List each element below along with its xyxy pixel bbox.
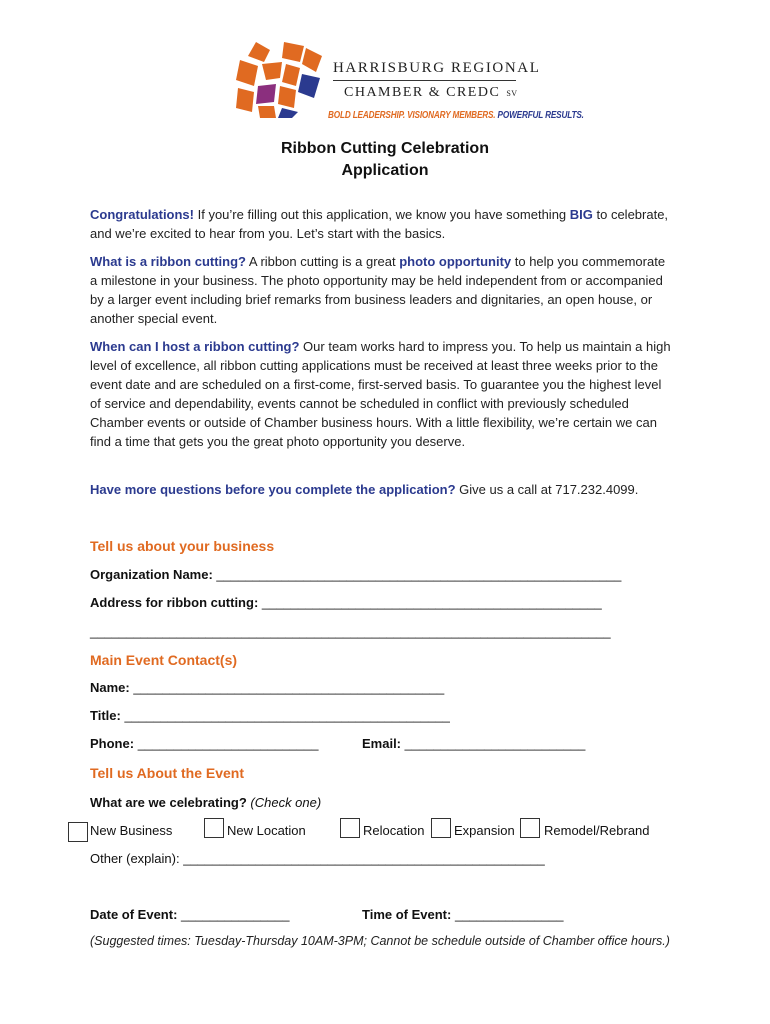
section-heading-business: Tell us about your business — [90, 538, 275, 554]
org-name-line1: HARRISBURG REGIONAL — [333, 60, 541, 76]
intro-text: to celebrate, and we’re excited to hear from you. Let’s start with the basics. — [90, 207, 669, 241]
contact-title-field[interactable]: _____________________________________________ — [124, 708, 450, 723]
celebrating-hint: (Check one) — [250, 795, 322, 810]
event-time-label: Time of Event: — [362, 907, 452, 922]
checkbox-remodel-rebrand[interactable] — [520, 818, 540, 838]
other-field[interactable]: __________________________________________________ — [183, 851, 545, 866]
tagline-part1: BOLD LEADERSHIP. — [328, 110, 405, 121]
intro-paragraph-questions — [90, 480, 675, 499]
section-heading-contact: Main Event Contact(s) — [90, 652, 238, 668]
intro-text: If you’re filling out this application, we know you have something — [194, 207, 570, 222]
event-time-field[interactable]: _______________ — [454, 907, 564, 922]
intro-text: A ribbon cutting is a great — [246, 254, 400, 269]
address-label: Address for ribbon cutting: — [90, 595, 259, 610]
option-label-new-business: New Business — [90, 823, 173, 838]
checkbox-relocation[interactable] — [340, 818, 360, 838]
tagline — [328, 110, 584, 121]
option-label-expansion: Expansion — [454, 823, 515, 838]
intro-lead: What is a ribbon cutting? — [90, 254, 246, 269]
intro-emphasis: BIG — [569, 207, 593, 222]
intro-paragraph-what — [90, 252, 675, 328]
intro-lead: When can I host a ribbon cutting? — [90, 339, 300, 354]
address-field[interactable]: _______________________________________________ — [261, 595, 602, 610]
contact-email-label: Email: — [362, 736, 402, 751]
checkbox-new-business[interactable] — [68, 822, 88, 842]
contact-title-label: Title: — [90, 708, 121, 723]
suggested-times-note: (Suggested times: Tuesday-Thursday 10AM-3PM; Cannot be schedule outside of Chamber office hours.) — [90, 934, 670, 948]
page-title-line1: Ribbon Cutting Celebration — [281, 140, 489, 157]
address-row-2 — [90, 624, 611, 639]
org-name-line2 — [344, 85, 518, 101]
contact-name-label: Name: — [90, 680, 130, 695]
intro-emphasis: photo opportunity — [399, 254, 512, 269]
address-field-line2[interactable]: ________________________________________________________________________ — [90, 624, 611, 639]
contact-email-row — [362, 736, 585, 751]
celebrating-label: What are we celebrating? — [90, 795, 247, 810]
organization-name-row — [90, 567, 621, 582]
page-title-line2: Application — [341, 162, 429, 179]
option-label-new-location: New Location — [227, 823, 306, 838]
intro-text: Give us a call at 717.232.4099. — [455, 482, 639, 497]
organization-name-label: Organization Name: — [90, 567, 213, 582]
tagline-part3: POWERFUL RESULTS. — [497, 110, 584, 121]
event-date-field[interactable]: _______________ — [181, 907, 290, 922]
other-row — [90, 851, 545, 866]
org-name-divider — [333, 80, 516, 81]
event-date-label: Date of Event: — [90, 907, 178, 922]
other-label: Other (explain): — [90, 851, 180, 866]
intro-paragraph-when — [90, 337, 675, 451]
option-label-remodel-rebrand: Remodel/Rebrand — [544, 823, 650, 838]
checkbox-new-location[interactable] — [204, 818, 224, 838]
chamber-logo-icon — [236, 42, 322, 118]
intro-paragraph-congrats — [90, 205, 675, 243]
org-suffix: SV — [506, 89, 518, 98]
intro-lead: Congratulations! — [90, 207, 194, 222]
celebrating-row — [90, 795, 321, 810]
contact-phone-row — [90, 736, 318, 751]
contact-phone-field[interactable]: _________________________ — [137, 736, 319, 751]
contact-phone-label: Phone: — [90, 736, 135, 751]
contact-title-row — [90, 708, 450, 723]
tagline-part2: VISIONARY MEMBERS. — [407, 110, 496, 121]
contact-name-field[interactable]: ___________________________________________ — [133, 680, 445, 695]
organization-name-field[interactable]: ________________________________________________________ — [216, 567, 622, 582]
option-label-relocation: Relocation — [363, 823, 425, 838]
intro-lead: Have more questions before you complete the application? — [90, 482, 456, 497]
event-date-row — [90, 907, 289, 922]
intro-text: Our team works hard to impress you. To help us maintain a high level of excellence, all ribbon cutting applications must be received at least three weeks prior to the event date and are scheduled on a first-come, first-served basis. To guarantee you the highest level of service and dependability, events cannot be scheduled in conflict with previously scheduled Chamber events or outside of Chamber business hours. With a little flexibility, we’re certain we can find a time that gets you the great photo opportunity you deserve. — [90, 339, 671, 449]
intro-text: to help you commemorate a milestone in your business. The photo opportunity may be held independent from or accompanied by a larger event including brief remarks from business leaders and dignitaries, an open house, or another special event. — [90, 254, 666, 326]
checkbox-expansion[interactable] — [431, 818, 451, 838]
address-row — [90, 595, 602, 610]
event-time-row — [362, 907, 563, 922]
contact-name-row — [90, 680, 444, 695]
section-heading-event: Tell us About the Event — [90, 765, 245, 781]
contact-email-field[interactable]: _________________________ — [404, 736, 586, 751]
org-name-line2-text: CHAMBER & CREDC — [344, 85, 501, 100]
